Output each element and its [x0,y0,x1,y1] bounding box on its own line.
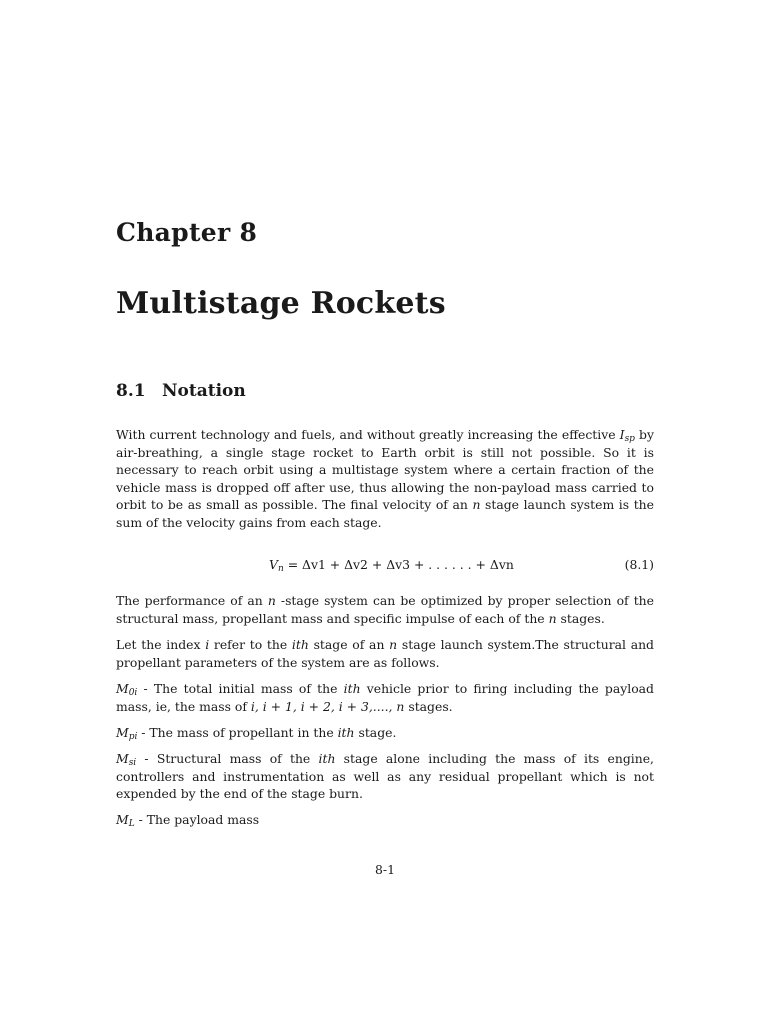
section-number: 8.1 [116,381,146,401]
definition-m0i [116,680,654,715]
index-paragraph [116,636,654,671]
math-n: n [548,610,557,626]
text-run: -stage system can be optimized by proper selection of the structural mass, propellant mass and specific impulse of each of the [116,593,654,626]
math-n: n [472,497,481,513]
math-sub: si [128,758,137,768]
text-run: - The payload mass [134,812,260,827]
math-ith: ith [343,681,361,696]
math-sub: L [128,819,135,829]
math-symbol: M [116,681,129,696]
math-isp-sub: sp [624,434,635,444]
text-run: - The total initial mass of the [137,681,344,696]
definition-ml [116,811,654,829]
performance-paragraph [116,592,654,627]
text-run: stage alone including the mass of its engine, controllers and instrumentation as well as any residual propellant which is not expended by the end of the stage burn. [116,751,654,802]
definition-mpi [116,724,654,742]
text-run: vehicle prior to firing including the payload mass, ie, the mass of [116,681,654,714]
text-run: stage of an [308,637,390,652]
math-i: i [205,637,210,652]
document-page [116,0,654,1024]
equation-body [269,556,514,574]
text-run: - Structural mass of the [136,751,319,766]
text-run: stages. [556,610,605,626]
text-run: stage. [354,725,397,740]
page-number: 8-1 [375,862,395,877]
text-run: stage launch system.The structural and propellant parameters of the system are as follows. [116,637,654,670]
math-sequence: i, i + 1, i + 2, i + 3,...., n [250,698,405,714]
section-heading [116,381,246,401]
math-symbol: M [116,751,129,766]
math-ith: ith [291,637,309,652]
equation-lhs-sub: n [277,564,284,574]
equation-lhs: V [269,557,278,572]
definition-msi [116,750,654,803]
text-run: The performance of an [116,593,268,608]
math-symbol: M [116,812,129,827]
text-run: refer to the [209,637,292,652]
chapter-label: Chapter 8 [116,218,258,247]
text-run: by air-breathing, a single stage rocket to Earth orbit is still not possible. So it is necessary to reach orbit using a multistage system where a certain fraction of the vehicle mass is dropped off after use, thus allowing the non-payload mass carried to orbit to be as small as possible. The final velocity of an [116,427,654,513]
math-symbol: M [116,725,129,740]
text-run: - The mass of propellant in the [137,725,338,740]
math-ith: ith [337,725,355,740]
math-sub: pi [128,732,138,742]
math-n: n [389,637,398,652]
equation-rhs: = Δv1 + Δv2 + Δv3 + . . . . . . + Δvn [283,557,514,572]
intro-paragraph [116,426,654,532]
text-run: stages. [404,698,453,714]
text-run: Let the index [116,637,206,652]
math-ith: ith [318,751,336,766]
math-sub: 0i [128,688,138,698]
chapter-title: Multistage Rockets [116,286,446,321]
math-n: n [267,593,276,608]
text-run: With current technology and fuels, and without greatly increasing the effective [116,427,620,442]
math-isp: I [619,427,625,442]
text-run: stage launch system is the sum of the velocity gains from each stage. [116,497,654,530]
section-title: Notation [162,381,246,401]
equation-number: (8.1) [624,557,654,572]
